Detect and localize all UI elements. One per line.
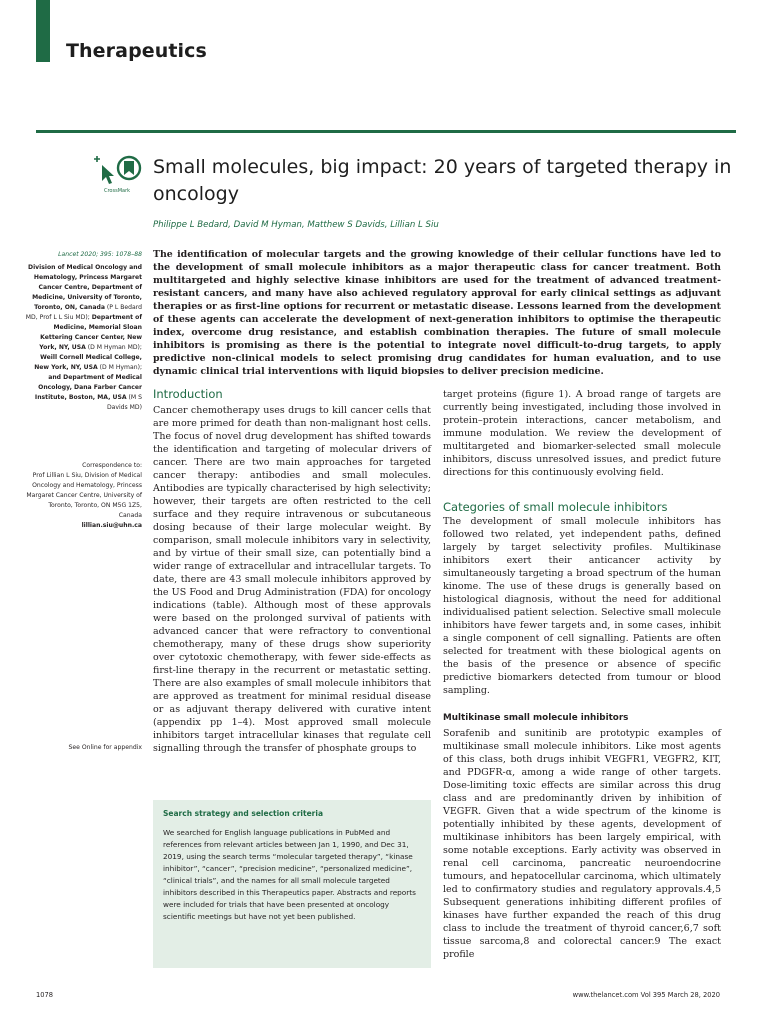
- correspondence-label: Correspondence to:: [82, 462, 142, 469]
- introduction-continued-text: target proteins (figure 1). A broad range of targets are currently being investigated, including those involved in protein–protein interactions, cancer metabolism, and immune modulation. We review the development of multitargeted and biomarker-selected small molecule inhibitors, discuss unresolved issues, and predict future directions for this continuously evolving field.: [443, 389, 721, 478]
- cursor-sparkle-icon: [94, 156, 114, 184]
- affiliation-2: Department of Medicine, Memorial Sloan Kettering Cancer Center, New York, NY, USA: [39, 314, 142, 351]
- multikinase-text: Sorafenib and sunitinib are prototypic examples of multikinase small molecule inhibitors. Like most agents of this class, both drugs inhibit VEGFR1, VEGFR2, KIT, and PDGFR-α, among a wide range of other targets. Dose-limiting toxic effects are similar across this drug class and are predominantly driven by inhibition of VEGFR. Given that a wide spectrum of the kinome is potentially inhibited by these agents, development of multikinase inhibitors has been largely empirical, with some notable exceptions. Early activity was observed in renal cell carcinoma, pancreatic neuroendocrine tumours, and hepatocellular carcinoma, which ultimately led to confirmatory studies and regulatory approvals.4,5 Subsequent generations inhibiting different profiles of kinases have further expanded the reach of this drug class to include the treatment of thyroid cancer,6,7 soft tissue sarcoma,8 and colorectal cancer.9 The exact profile: [443, 728, 721, 960]
- affiliation-3: Weill Cornell Medical College, New York, NY, USA: [34, 354, 142, 371]
- section-title: Therapeutics: [66, 40, 207, 62]
- affiliation-4-note: (M S Davids MD): [106, 394, 142, 411]
- online-appendix-note[interactable]: See Online for appendix: [68, 744, 142, 751]
- citation: Lancet 2020; 395: 1078–88: [58, 251, 142, 258]
- search-strategy-text: We searched for English language publications in PubMed and references from relevant articles between Jan 1, 1990, and Dec 31, 2019, using the search terms “molecular targeted therapy”, “kinase inhibitor”, “cancer”, “precision medicine”, “personalized medicine”, “clinical trials”, and the names for all small molecule targeted inhibitors described in this Therapeutics paper. Abstracts and reports were included for trials that have been presented at oncology scientific meetings but have not yet been published.: [163, 828, 416, 921]
- crossmark-icon[interactable]: [90, 153, 146, 193]
- correspondence-email[interactable]: lillian.siu@uhn.ca: [81, 522, 142, 529]
- section-color-bar: [36, 0, 50, 62]
- affiliation-3-note: (D M Hyman);: [99, 364, 142, 371]
- multikinase-heading: Multikinase small molecule inhibitors: [443, 713, 629, 723]
- affiliations: [24, 263, 142, 413]
- categories-text: The development of small molecule inhibitors has followed two related, yet independent paths, defined largely by target selectivity profiles. Multikinase inhibitors exert their anticancer activity by simultaneously targeting a broad spectrum of the human kinome. The use of these drugs is generally based on histological diagnosis, without the need for additional individualised patient selection. Selective small molecule inhibitors have fewer targets and, in some cases, inhibit a single component of cell signalling. Patients are often selected for treatment with these biological agents on the basis of the presence or absence of specific predictive biomarkers detected from tumour or blood sampling.: [443, 516, 721, 696]
- journal-info: www.thelancet.com Vol 395 March 28, 2020: [572, 991, 720, 999]
- abstract: The identification of molecular targets and the growing knowledge of their cellular functions have led to the development of small molecule inhibitors as a major therapeutic class for cancer treatment. Both multitargeted and highly selective kinase inhibitors are used for the treatment of advanced treatment-resistant cancers, and many have also achieved regulatory approval for early clinical settings as adjuvant therapies or as first-line options for recurrent or metastatic disease. Lessons learned from the development of these agents can accelerate the development of next-generation inhibitors to optimise the therapeutic index, overcome drug resistance, and establish combination therapies. The future of small molecule inhibitors is promising as there is the potential to integrate novel difficult-to-drug targets, to apply predictive non-clinical models to select promising drug candidates for human evaluation, and to use dynamic clinical trial interventions with liquid biopsies to deliver precision medicine.: [153, 249, 721, 377]
- affiliation-2-note: (D M Hyman MD);: [87, 344, 142, 351]
- search-strategy-title: Search strategy and selection criteria: [163, 809, 324, 818]
- article-title: Small molecules, big impact: 20 years of targeted therapy in oncology: [153, 156, 732, 205]
- correspondence: [24, 461, 142, 531]
- bookmark-badge-icon: [118, 157, 140, 179]
- correspondence-address: Prof Lillian L Siu, Division of Medical Oncology and Hematology, Princess Margaret Cancer Centre, University of Toronto, Toronto, ON M5G 1Z5, Canada: [26, 472, 142, 519]
- introduction-text: Cancer chemotherapy uses drugs to kill cancer cells that are more primed for death than non-malignant host cells. The focus of novel drug development has shifted towards the identification and targeting of molecular drivers of cancer. There are two main approaches for targeted cancer therapy: antibodies and small molecules. Antibodies are typically characterised by high selectivity; however, their targets are often restricted to the cell surface and they require intravenous or subcutaneous dosing because of their large molecular weight. By comparison, small molecule inhibitors vary in selectivity, and by virtue of their small size, can potentially bind a wider range of extracellular and intracellular targets. To date, there are 43 small molecule inhibitors approved by the US Food and Drug Administration (FDA) for oncology indications (table). Although most of these approvals were based on the prolonged survival of patients with advanced cancer that were refractory to conventional chemotherapy, many of these drugs show superiority over cytotoxic chemotherapy, with fewer side-effects as first-line therapy in the recurrent or metastatic setting. There are also examples of small molecule inhibitors that are approved as treatment for minimal residual disease or as adjuvant therapy delivered with curative intent (appendix pp 1–4). Most approved small molecule inhibitors target intracellular kinases that regulate cell signalling through the transfer of phosphate groups to: [153, 405, 431, 754]
- search-strategy-panel: [153, 800, 431, 968]
- page-number: 1078: [36, 991, 54, 999]
- introduction-heading: Introduction: [153, 387, 223, 401]
- affiliation-4: and Department of Medical Oncology, Dana Farber Cancer Institute, Boston, MA, USA: [34, 374, 142, 401]
- categories-heading: Categories of small molecule inhibitors: [443, 500, 668, 514]
- affiliation-1: Division of Medical Oncology and Hematology, Princess Margaret Cancer Centre, Department of Medicine, University of Toronto, Toronto, ON, Canada: [28, 264, 142, 311]
- crossmark-label: CrossMark: [104, 188, 131, 194]
- header-rule: [36, 130, 736, 133]
- author-list: Philippe L Bedard, David M Hyman, Matthew S Davids, Lillian L Siu: [153, 220, 439, 230]
- affiliation-1-note: (P L Bedard MD, Prof L L Siu MD);: [25, 304, 142, 321]
